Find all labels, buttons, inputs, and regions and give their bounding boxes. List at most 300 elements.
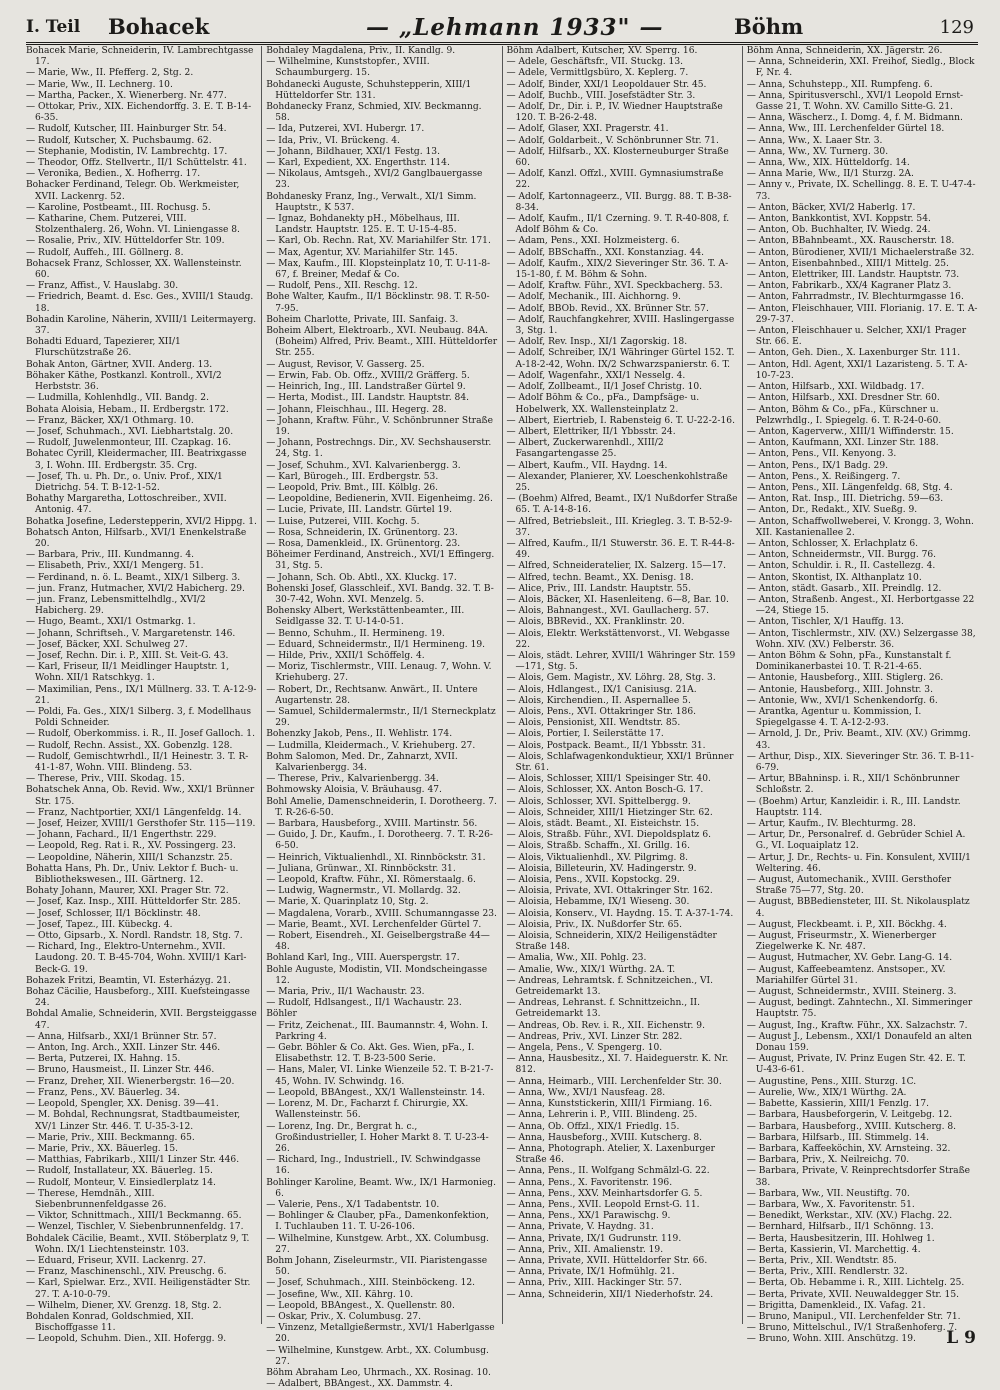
directory-entry: — Veronika, Bedien., X. Hofherrg. 17.	[26, 169, 201, 180]
directory-entry: — Guido, J. Dr., Kaufm., I. Dorotheerg. 7. T. R-26-6-50.	[266, 830, 493, 852]
directory-entry: — Adolf, Hilfsarb., XX. Klosterneuburger Straße 60.	[506, 146, 729, 169]
directory-entry: — Poldi, Fa. Ges., XIX/1 Silberg. 3, f. Modellhaus Poldi Schneider.	[26, 706, 251, 729]
directory-entry: — Anna, Wäscherz., I. Domg. 4, f. M. Bidmann.	[746, 113, 963, 124]
directory-entry: — Alexander, Planierer, XV. Loeschenkohlstraße 25.	[506, 471, 728, 493]
directory-entry: — Alois, Portier, I. Seilerstätte 17.	[506, 729, 664, 740]
directory-entry: — Barbara, Ww., VII. Neustiftg. 70.	[746, 1188, 910, 1199]
directory-entry: — Alois, Schneider, XIII/1 Hietzinger Str. 62.	[506, 807, 713, 818]
directory-entry: — Viktor, Schnittmach., XIII/1 Beckmanng. 65.	[26, 1211, 242, 1222]
directory-entry: — Albert, Kaufm., VII. Haydng. 14.	[506, 460, 668, 471]
directory-entry: — Wilhelmine, Kunstgew. Arbt., XX. Columbusg. 27.	[266, 1345, 489, 1367]
directory-entry: — Anna, Ww., X. Laaer Str. 3.	[746, 135, 883, 146]
directory-entry: — Anton, Fabrikarb., XX/4 Kagraner Platz 3.	[746, 281, 952, 292]
directory-entry: Bohdanecky Franz, Schmied, XIV. Beckmanng. 58.	[266, 102, 482, 124]
directory-entry: — Josef, Heizer, XVIII/1 Gersthofer Str. 115—119.	[26, 819, 256, 830]
directory-entry: — Wenzel, Tischler, V. Siebenbrunnenfeldg. 17.	[26, 1222, 244, 1233]
directory-entry: — Ottokar, Priv., XIX. Eichendorffg. 3. E. T. B-14-6-35.	[26, 102, 252, 124]
directory-entry: — Oskar, Priv., X. Columbusg. 27.	[266, 1311, 422, 1322]
directory-entry: — Bruno, Wohn. XIII. Anschützg. 19.	[746, 1334, 916, 1345]
directory-entry: — Antonie, Hausbeforg., XIII. Stiglerg. 26.	[746, 673, 944, 684]
directory-entry: — Albert, Elettriker, II/1 Ybbsstr. 24.	[506, 426, 676, 437]
directory-entry: — Adolf, Rauchfangkehrer, XVIII. Haslingergasse 3, Stg. 1.	[506, 314, 735, 337]
directory-entry: — Alois, Straßb. Führ., XVI. Diepoldsplatz 6.	[506, 830, 712, 841]
directory-entry: — Adam, Pens., XXI. Holzmeisterg. 6.	[506, 236, 680, 247]
directory-entry: — Antonie, Hausbeforg., XIII. Johnstr. 3.	[746, 684, 933, 695]
directory-entry: — Josef, Rechn. Dir. i. P., XIII. St. Veit-G. 43.	[26, 650, 229, 661]
directory-entry: — Gebr. Böhler & Co. Akt. Ges. Wien, pFa., I. Elisabethstr. 12. T. B-23-500 Serie.	[266, 1043, 475, 1065]
directory-entry: — Matthias, Fabrikarb., XIII/1 Linzer Str. 446.	[26, 1155, 240, 1166]
directory-entry: Bohatsch Anton, Hilfsarb., XVI/1 Enenkelstraße 20.	[26, 527, 247, 549]
directory-entry: — Wilhelm, Diener, XV. Grenzg. 18, Stg. 2.	[26, 1300, 222, 1311]
directory-entry: — Alfred, Kaufm., II/1 Stuwerstr. 36. E. T. R-44-8-49.	[506, 538, 735, 561]
directory-entry: — Adalbert, BBAngest., XX. Dammstr. 4.	[266, 1379, 453, 1390]
directory-entry: — Andreas, Lehramtsk. f. Schnitzeichen., VI. Getreidemarkt 13.	[506, 975, 714, 998]
directory-entry: — Anton, Pens., VII. Kenyong. 3.	[746, 449, 897, 460]
directory-entry: Böhm Abraham Leo, Uhrmach., XX. Rosinag. 10.	[266, 1367, 491, 1378]
directory-entry: — Babette, Kassierin, XIII/1 Fenzlg. 17.	[746, 1099, 930, 1110]
directory-entry: — Anton, Elettriker, III. Landstr. Hauptstr. 73.	[746, 270, 960, 281]
directory-entry: — Hans, Maler, VI. Linke Wienzeile 52. T. B-21-7-45, Wohn. IV. Schwindg. 16.	[266, 1065, 494, 1087]
directory-entry: — Andreas, Ob. Rev. i. R., XII. Eichenstr. 9.	[506, 1020, 705, 1031]
directory-entry: Bohata Aloisia, Hebam., II. Erdbergstr. 172.	[26, 404, 229, 415]
directory-entry: — Anton, Ing. Arch., XXII. Linzer Str. 446.	[26, 1043, 221, 1054]
directory-entry: — Maximilian, Pens., IX/1 Müllnerg. 33. T. A-12-9-21.	[26, 684, 257, 706]
directory-entry: Bohl Amelie, Damenschneiderin, I. Dorotheerg. 7. T. R-26-6-50.	[266, 796, 497, 818]
directory-entry: — Leopold, Schuhm. Dien., XII. Hofergg. 9.	[26, 1334, 227, 1345]
directory-entry: — Anton, städt. Gasarb., XII. Preindlg. 12.	[746, 583, 942, 594]
directory-entry: — Herta, Modist., III. Landstr. Hauptstr. 84.	[266, 393, 470, 404]
directory-entry: — Anton, Pens., XII. Längenfeldg. 68, Stg. 4.	[746, 482, 953, 493]
directory-entry: — August, Private, IV. Prinz Eugen Str. 42. E. T. U-43-6-61.	[746, 1054, 966, 1076]
directory-entry: — Brigitta, Damenkleid., IX. Vafag. 21.	[746, 1300, 926, 1311]
directory-entry: — Anna, Schneiderin, XXI. Freihof, Siedlg., Block F, Nr. 4.	[746, 57, 975, 79]
directory-entry: — Leopold, Kraftw. Führ., XI. Römerstaalg. 6.	[266, 875, 476, 886]
directory-entry: — Heinrich, Viktualienhdl., XI. Rinnböckstr. 31.	[266, 852, 486, 863]
directory-entry: — Alois, Kirchendien., II. Aspernallee 5.	[506, 695, 691, 706]
directory-entry: — Barbara, Hilfsarb., III. Stimmelg. 14.	[746, 1132, 929, 1143]
directory-entry: — Barbara, Hausbeforgerin, V. Leitgebg. 12.	[746, 1110, 953, 1121]
directory-entry: — Heinrich, Ing., III. Landstraßer Gürtel 9.	[266, 382, 466, 393]
directory-entry: — Adolf Böhm & Co., pFa., Dampfsäge- u. Hobelwerk, XX. Wallensteinplatz 2.	[506, 393, 700, 415]
directory-entry: — Robert, Dr., Rechtsanw. Anwärt., II. Untere Augartenstr. 28.	[266, 684, 478, 706]
directory-entry: — Adolf, Kaufm., XIX/2 Sieveringer Str. 36. T. A-15-1-80, f. M. Böhm & Sohn.	[506, 258, 729, 281]
directory-entry: — Josef, Schuhm., XVI. Kalvarienbergg. 3.	[266, 460, 461, 471]
directory-entry: — Alfred, techn. Beamt., XX. Denisg. 18.	[506, 572, 694, 583]
directory-entry: — Alois, Postpack. Beamt., II/1 Ybbsstr. 31.	[506, 740, 706, 751]
directory-entry: — Anna, Private, XVII. Hütteldorfer Str. 66.	[506, 1255, 708, 1266]
directory-entry: — Artur, Kaufm., IV. Blechturmg. 28.	[746, 819, 916, 830]
directory-entry: Bohm Johann, Ziseleurmstr., VII. Piaristengasse 50.	[266, 1255, 488, 1278]
directory-entry: — Anton, Pens., IX/1 Badg. 29.	[746, 460, 889, 471]
directory-entry: — Anna, Pens., XXV. Meinhartsdorfer G. 5.	[506, 1188, 703, 1199]
directory-entry: — Barbara, Priv., X. Neilreichg. 70.	[746, 1155, 910, 1166]
directory-entry: — Anny v., Private, IX. Schellingg. 8. E. T. U-47-4-73.	[746, 180, 976, 202]
directory-entry: — Anton, Bürodiener, XVII/1 Michaelerstraße 32.	[746, 247, 975, 258]
directory-entry: — August, bedingt. Zahntechn., XI. Simmeringer Hauptstr. 75.	[746, 998, 973, 1020]
directory-entry: — Maria, Priv., II/1 Wachaustr. 23.	[266, 987, 425, 998]
directory-entry: — Alois, städt. Lehrer, XVIII/1 Währinger Str. 159—171, Stg. 5.	[506, 650, 736, 673]
directory-entry: — Leopold, Reg. Rat i. R., XV. Possingerg. 23.	[26, 841, 236, 852]
directory-entry: — Anton Böhm & Sohn, pFa., Kunstanstalt f. Dominikanerbastei 10. T. R-21-4-65.	[746, 650, 952, 673]
directory-entry: — Anton, Eisenbahnbed., XIII/1 Mittelg. 25.	[746, 258, 949, 269]
directory-entry: — August, Revisor, V. Gasserg. 25.	[266, 359, 425, 370]
directory-entry: — Anna, Ww., XV. Turnerg. 30.	[746, 146, 889, 157]
directory-entry: — Berta, Priv., XII. Wendtstr. 85.	[746, 1255, 897, 1266]
signature-mark: L 9	[946, 1328, 976, 1348]
directory-entry: — Johann, Sch. Ob. Abtl., XX. Kluckg. 17.	[266, 572, 457, 583]
directory-entry: — Nikolaus, Amtsgeh., XVI/2 Ganglbauergasse 23.	[266, 169, 483, 191]
directory-entry: — Artur, J. Dr., Rechts- u. Fin. Konsulent, XVIII/1 Weltering. 46.	[746, 852, 971, 874]
directory-entry: — August, Ing., Kraftw. Führ., XX. Salzachstr. 7.	[746, 1020, 968, 1031]
directory-entry: — Juliana, Grünwar., XI. Rinnböckstr. 31.	[266, 863, 456, 874]
directory-entry: — Angela, Pens., V. Spengerg. 10.	[506, 1043, 663, 1054]
directory-entry: — Arthur, Disp., XIX. Sieveringer Str. 36. T. B-11-6-79.	[746, 751, 974, 773]
directory-entry: — Bruno, Mittelschul., IV/1 Straßenhoferg. 7.	[746, 1323, 958, 1334]
directory-entry: Bohdanesky Franz, Ing., Verwalt., XI/1 Simm. Hauptstr., K 537.	[266, 191, 477, 213]
directory-entry: — Aloisia, Pens., XVII. Kopstockg. 29.	[506, 875, 680, 886]
directory-entry: — August, Automechanik., XVIII. Gersthofer Straße 75—77, Stg. 20.	[746, 875, 952, 897]
directory-entry: — jun. Franz, Hutmacher, XVI/2 Habicherg. 29.	[26, 583, 245, 594]
directory-entry: — August, Hutmacher, XV. Gebr. Lang-G. 14.	[746, 953, 953, 964]
directory-entry: — Adolf, Zollbeamt., II/1 Josef Christg. 10.	[506, 382, 703, 393]
directory-entry: — Adolf, Kartonnageerz., VII. Burgg. 88. T. B-38-8-34.	[506, 191, 732, 213]
directory-entry: — Berta, Priv., XIII. Rendlerstr. 32.	[746, 1267, 908, 1278]
directory-entry: — Max, Kaufm., III. Klopsteinplatz 10, T. U-11-8-67, f. Breiner, Medaf & Co.	[266, 258, 491, 281]
directory-entry: — Alois, Pensionist, XII. Wendtstr. 85.	[506, 718, 681, 729]
directory-entry: — Alois, Schlosser, XX. Anton Bosch-G. 17.	[506, 785, 704, 796]
directory-entry: — Benedikt, Werkstar., XIV. (XV.) Flachg. 22.	[746, 1211, 953, 1222]
directory-entry: Bohe Walter, Kaufm., II/1 Böcklinstr. 98. T. R-50-7-95.	[266, 292, 490, 314]
directory-entry: — Josef, Bäcker, XXI. Schulweg 27.	[26, 639, 188, 650]
directory-entry: — Anton, Pens., X. Reißingerg. 7.	[746, 471, 901, 482]
directory-entry: — Karl, Expedient, XX. Engerthstr. 114.	[266, 158, 450, 169]
directory-entry: — Lorenz, Ing. Dr., Bergrat h. c., Großindustrieller, I. Hoher Markt 8. T. U-23-4-26.	[266, 1121, 489, 1154]
page-header	[26, 8, 978, 45]
directory-entry: — Alfred, Schneideratelier, IX. Salzerg. 15—17.	[506, 561, 726, 572]
directory-entry: — Rudolf, Installateur, XX. Bäuerleg. 15.	[26, 1166, 213, 1177]
directory-entry: — Anton, Schuldir. i. R., II. Castellezg. 4.	[746, 561, 936, 572]
directory-entry: — Josefine, Ww., XII. Kährg. 10.	[266, 1289, 414, 1300]
directory-entry: — Bohlinger & Clauber, pFa., Damenkonfektion, I. Tuchlauben 11. T. U-26-106.	[266, 1211, 489, 1233]
directory-entry: — Josef, Kaz. Insp., XIII. Hütteldorfer Str. 285.	[26, 897, 241, 908]
directory-entry: — Berta, Private, XVII. Neuwaldegger Str. 15.	[746, 1289, 960, 1300]
directory-entry: — Anna, Hausbesitz., XI. 7. Haideguerstr. K. Nr. 812.	[506, 1054, 729, 1076]
directory-entry: — August, Schneidermstr., XVIII. Steinerg. 3.	[746, 987, 957, 998]
directory-entry: — Anna Marie, Ww., II/1 Sturzg. 2A.	[746, 169, 914, 180]
directory-entry: — Alois, Bahnangest., XVI. Gaullacherg. 57.	[506, 606, 710, 617]
column-1	[22, 46, 262, 1345]
directory-entry: — Aloisia, Schneiderin, XIX/2 Heiligenstädter Straße 148.	[506, 931, 717, 953]
directory-entry: Bohak Anton, Gärtner, XVII. Anderg. 13.	[26, 359, 213, 370]
directory-entry: — Karl, Spielwar. Erz., XVII. Heiligenstädter Str. 27. T. A-10-0-79.	[26, 1278, 251, 1300]
directory-entry: — Anton, Tischlermstr., XIV. (XV.) Selzergasse 38, Wohn. XIV. (XV.) Felberstr. 36.	[746, 628, 976, 650]
directory-entry: — Anna, Pens., II. Wolfgang Schmälzl-G. 22.	[506, 1166, 710, 1177]
directory-entry: — Aloisia, Priv., IX. Nußdorfer Str. 65.	[506, 919, 683, 930]
directory-entry: — Anna, Ww., III. Lerchenfelder Gürtel 18.	[746, 124, 945, 135]
directory-entry: — Alois, Schlosser, XIII/1 Speisinger Str. 40.	[506, 774, 711, 785]
directory-entry: Bohadti Eduard, Tapezierer, XII/1 Flurschützstraße 26.	[26, 337, 181, 359]
directory-entry: — Stephanie, Modistin, IV. Lambrechtg. 17.	[26, 146, 228, 157]
directory-entry: — Rudolf, Rechn. Assist., XX. Gobenzlg. 128.	[26, 740, 233, 751]
column-3	[503, 46, 743, 1324]
directory-entry: — Rudolf, Gemischtwrhdl., II/1 Heinestr. 3. T. R-41-1-87, Wohn. VIII. Blindeng. 53.	[26, 751, 249, 773]
directory-entry: — Valerie, Pens., X/1 Tadabentstr. 10.	[266, 1199, 440, 1210]
directory-entry: — Johann, Fachard., II/1 Engerthstr. 229.	[26, 830, 217, 841]
right-keyword: Böhm	[734, 14, 804, 39]
directory-entry: — Leopoldine, Bedienerin, XVII. Eigenheimg. 26.	[266, 494, 493, 505]
directory-entry: — Bernhard, Hilfsarb., II/1 Schönng. 13.	[746, 1222, 934, 1233]
book-title: — „Lehmann 1933" —	[366, 14, 664, 41]
directory-entry: — Alice, Priv., III. Landstr. Hauptstr. 55.	[506, 583, 691, 594]
directory-entry: — Franz, Nachtportier, XXI/1 Längenfeldg. 14.	[26, 807, 242, 818]
directory-entry: — Franz, Pens., XV. Bäuerleg. 34.	[26, 1087, 181, 1098]
directory-entry: — Martha, Packer., X. Wienerberg. Nr. 477.	[26, 90, 227, 101]
directory-entry: — Anna, Photograph. Atelier, X. Laxenburger Straße 46.	[506, 1143, 716, 1166]
directory-entry: — Marie, Priv., XX. Bäuerleg. 15.	[26, 1143, 179, 1154]
directory-entry: — Hugo, Beamt., XXI/1 Ostmarkg. 1.	[26, 617, 196, 628]
directory-entry: — Adolf, Schreiber, IX/1 Währinger Gürtel 152. T. A-18-2-42, Wohn. IX/2 Schwarzspanierstr. 6. T.	[506, 348, 735, 370]
directory-entry: — Franz, Dreher, XII. Wienerbergstr. 16—20.	[26, 1076, 235, 1087]
directory-entry: Bohatschek Anna, Ob. Revid. Ww., XXI/1 Brünner Str. 175.	[26, 785, 255, 807]
directory-entry: — Anton, Straßenb. Angest., XI. Herbortgasse 22—24, Stiege 15.	[746, 594, 975, 617]
directory-entry: — Rosalie, Priv., XIV. Hütteldorfer Str. 109.	[26, 236, 225, 247]
directory-entry: — Marie, X. Quarinplatz 10, Stg. 2.	[266, 897, 429, 908]
directory-entry: — Karoline, Postbeamt., III. Rochusg. 5.	[26, 202, 211, 213]
directory-entry: — Anton, Böhm & Co., pFa., Kürschner u. Pelzwrhdlg., I. Spiegelg. 6. T. R-24-0-60.	[746, 404, 942, 426]
directory-entry: — Anton, BBahnbeamt., XX. Rauscherstr. 18.	[746, 236, 955, 247]
directory-entry: — Eduard, Schneidermstr., II/1 Hermineng. 19.	[266, 639, 486, 650]
directory-entry: Bohlinger Karoline, Beamt. Ww., IX/1 Harmonieg. 6.	[266, 1177, 496, 1199]
directory-entry: — Adolf, BBSchaffn., XXI. Konstanziag. 44.	[506, 247, 705, 258]
directory-entry: — August, Kaffeebeamtenz. Anstsoper., XV. Mariahilfer Gürtel 31.	[746, 964, 946, 986]
directory-entry: — Adolf, Kanzl. Offzl., XVIII. Gymnasiumstraße 22.	[506, 169, 724, 191]
directory-entry: — Benno, Schuhm., II. Hermineng. 19.	[266, 628, 445, 639]
directory-entry: — Anna, Pens., X. Favoritenstr. 196.	[506, 1177, 673, 1188]
directory-entry: Bohdal Amalie, Schneiderin, XVII. Bergsteiggasse 47.	[26, 1009, 257, 1031]
directory-entry: — Franz, Maschinenschl., XIV. Preuschg. 6.	[26, 1267, 227, 1278]
directory-entry: — Alois, städt. Beamt., XI. Eisteichstr. 15.	[506, 819, 700, 830]
directory-entry: Bohatka Josefine, Lederstepperin, XVI/2 Hippg. 1.	[26, 516, 257, 527]
directory-entry: — Barbara, Hausbeforg., XVIII. Kutscherg. 8.	[746, 1121, 957, 1132]
directory-entry: — Barbara, Ww., X. Favoritenstr. 51.	[746, 1199, 915, 1210]
directory-entry: Bohenzky Jakob, Pens., II. Wehlistr. 174.	[266, 729, 453, 740]
directory-entry: — Berta, Putzerei, IX. Hahng. 15.	[26, 1054, 181, 1065]
directory-entry: — Anton, Hilfsarb., XXI. Wildbadg. 17.	[746, 382, 925, 393]
directory-entry: — Arnold, J. Dr., Priv. Beamt., XIV. (XV.) Grimmg. 43.	[746, 729, 971, 751]
directory-entry: — Alois, Bäcker, XI. Hasenleiteng. 6—8, Bar. 10.	[506, 594, 729, 605]
directory-entry: — Marie, Ww., II. Pfefferg. 2, Stg. 2.	[26, 68, 194, 79]
directory-entry: — Ludmilla, Kleidermach., V. Kriehuberg. 27.	[266, 740, 476, 751]
directory-entry: — Berta, Ob. Hebamme i. R., XIII. Lichtelg. 25.	[746, 1278, 965, 1289]
listing-columns	[22, 46, 982, 1390]
directory-entry: — Ferdinand, n. ö. L. Beamt., XIX/1 Silberg. 3.	[26, 572, 241, 583]
directory-entry: — Alois, Viktualienhdl., XV. Pilgrimg. 8.	[506, 852, 689, 863]
directory-entry: — Arantka, Agentur u. Kommission, I. Spiegelgasse 4. T. A-12-2-93.	[746, 706, 922, 729]
directory-entry: — Anton, Dr., Redakt., XIV. Sueßg. 9.	[746, 505, 918, 516]
directory-entry: Böhm Anna, Schneiderin, XX. Jägerstr. 26.	[746, 46, 943, 56]
directory-entry: — Anna, Heimarb., VIII. Lerchenfelder Str. 30.	[506, 1076, 722, 1087]
directory-entry: — Aloisia, Konserv., VI. Haydng. 15. T. A-37-1-74.	[506, 908, 734, 919]
directory-entry: — Ludmilla, Kohlenhdlg., VII. Bandg. 2.	[26, 393, 209, 404]
directory-entry: — Anna, Schneiderin, XII/1 Niederhofstr. 24.	[506, 1289, 714, 1300]
directory-entry: — Alois, Hdlangest., IX/1 Canisiusg. 21A.	[506, 684, 697, 695]
directory-entry: — Richard, Ing., Elektro-Unternehm., XVII. Laudong. 20. T. B-45-704, Wohn. XVIII/1 Karl-Beck-G. 19.	[26, 942, 247, 975]
directory-entry: — Alois, BBRevid., XX. Franklinstr. 20.	[506, 617, 685, 628]
directory-entry: — Marie, Beamt., XVI. Lerchenfelder Gürtel 7.	[266, 919, 482, 930]
directory-entry: — Vinzenz, Metallgießermstr., XVI/1 Haberlgasse 20.	[266, 1323, 495, 1345]
directory-entry: — Marie, Ww., II. Lechnerg. 10.	[26, 79, 173, 90]
directory-entry: Bohazek Fritzi, Beamtin, VI. Esterházyg. 21.	[26, 975, 231, 986]
directory-entry: — Anton, Ob. Buchhalter, IV. Wiedg. 24.	[746, 225, 931, 236]
directory-entry: — Alois, Straßb. Schaffn., XI. Grillg. 16.	[506, 841, 690, 852]
directory-entry: — Johann, Bildhauer, XXI/1 Festg. 13.	[266, 146, 440, 157]
directory-entry: — Leopold, Priv. Bmt., III. Kölblg. 26.	[266, 482, 439, 493]
directory-entry: — Richard, Ing., Industriell., IV. Schwindgasse 16.	[266, 1155, 481, 1177]
directory-entry: — Lorenz, M. Dr., Facharzt f. Chirurgie, XX. Wallensteinstr. 56.	[266, 1099, 469, 1121]
directory-entry: — Eduard, Friseur, XVII. Lackenrg. 27.	[26, 1255, 206, 1266]
directory-entry: — Anton, Hdl. Agent, XXI/1 Lazaristeng. 5. T. A-10-7-23.	[746, 359, 968, 381]
directory-entry: — Aloisia, Billeteurin, XV. Hadingerstr. 9.	[506, 863, 697, 874]
directory-entry: Bohatta Hans, Ph. Dr., Univ. Lektor f. Buch- u. Bibliothekswesen., III. Gärtnerg. 12.	[26, 863, 239, 886]
directory-entry: — Hilde, Priv., XXII/1 Schöffelg. 4.	[266, 650, 425, 661]
directory-entry: — Andreas, Lehranst. f. Schnittzeichn., II. Getreidemarkt 13.	[506, 998, 701, 1020]
directory-entry: — Anton, Skontist, IX. Althanplatz 10.	[746, 572, 922, 583]
directory-entry: — Adele, Vermittlgsbüro, X. Keplerg. 7.	[506, 68, 689, 79]
directory-entry: — Albert, Eiertrieb, I. Rabensteig 6. T. U-22-2-16.	[506, 415, 735, 426]
directory-entry: — Franz, Bäcker, XX/1 Othmarg. 10.	[26, 415, 194, 426]
directory-entry: — Rudolf, Kutscher, X. Puchsbaumg. 62.	[26, 135, 212, 146]
directory-entry: Bohdanecki Auguste, Schuhstepperin, XIII/1 Hütteldorfer Str. 131.	[266, 79, 472, 101]
directory-entry: — Josef, Schuhmach., XIII. Steinböckeng. 12.	[266, 1278, 476, 1289]
directory-entry: — August J., Lebensm., XXI/1 Donaufeld an alten Donau 159.	[746, 1031, 973, 1054]
directory-entry: — Rosa, Schneiderin, IX. Grünentorg. 23.	[266, 527, 458, 538]
directory-entry: — August, Friseurmstr., X. Wienerberger Ziegelwerke K. Nr. 487.	[746, 931, 937, 953]
directory-entry: Bohensky Albert, Werkstättenbeamter., III. Seidlgasse 32. T. U-14-0-51.	[266, 606, 465, 628]
directory-entry: — Friedrich, Beamt. d. Esc. Ges., XVIII/1 Staudg. 18.	[26, 292, 254, 314]
directory-entry: — Barbara, Kaffeeköchin, XV. Arnsteing. 32.	[746, 1143, 951, 1154]
directory-entry: — Katharine, Chem. Putzerei, VIII. Stolzenthalerg. 26, Wohn. VI. Liniengasse 8.	[26, 214, 240, 236]
directory-entry: — Adolf, Mechanik., III. Aichhorng. 9.	[506, 292, 681, 303]
directory-entry: — Anton, Schaffwollweberei, V. Krongg. 3, Wohn. XII. Kastanienallee 2.	[746, 516, 974, 538]
directory-entry: — Wilhelmine, Kunststopfer., XVIII. Schaumburgerg. 15.	[266, 57, 430, 79]
directory-entry: — August, BBBediensteter, III. St. Nikolausplatz 4.	[746, 897, 970, 919]
directory-entry: — Anna, Priv., XII. Amalienstr. 19.	[506, 1244, 664, 1255]
left-keyword: Bohacek	[108, 14, 210, 39]
directory-entry: — Anton, Bankkontist, XVI. Koppstr. 54.	[746, 214, 931, 225]
directory-entry: — Robert, Eisendreh., XI. Geiselbergstraße 44—48.	[266, 931, 490, 953]
directory-entry: — Adolf, Rev. Insp., XI/1 Zagorskig. 18.	[506, 337, 688, 348]
directory-entry: — M. Bohdal, Rechnungsrat, Stadtbaumeister, XV/1 Linzer Str. 446. T. U-35-3-12.	[26, 1110, 241, 1132]
directory-entry: — Rudolf, Hdlsangest., II/1 Wachaustr. 23.	[266, 998, 462, 1009]
directory-entry: — Lucie, Private, III. Landstr. Gürtel 19.	[266, 505, 452, 516]
directory-entry: Bohaz Cäcilie, Hausbeforg., XIII. Kuefsteingasse 24.	[26, 987, 250, 1009]
directory-entry: Bohenski Josef, Glasschleif., XVI. Bandg. 32. T. B-30-7-42, Wohn. XVI. Menzelg. 5.	[266, 583, 494, 605]
directory-entry: — Karl, Friseur, II/1 Meidlinger Hauptstr. 1, Wohn. XII/1 Ratschkyg. 1.	[26, 662, 230, 684]
directory-entry: — Anton, Fahrradmstr., IV. Blechturmgasse 16.	[746, 292, 964, 303]
directory-entry: — Anna, Ww., XIX. Hütteldorfg. 14.	[746, 158, 910, 169]
directory-entry: — Rudolf, Auffeh., III. Göllnerg. 8.	[26, 247, 184, 258]
directory-entry: — Alois, Pens., XVI. Ottakringer Str. 186.	[506, 706, 697, 717]
directory-entry: — Anton, Fleischhauer u. Selcher, XXI/1 Prager Str. 66. E.	[746, 326, 967, 348]
directory-entry: — Fritz, Zeichenat., III. Baumannstr. 4, Wohn. I. Parkring 4.	[266, 1020, 489, 1042]
directory-entry: Bohdalen Konrad, Goldschmied, XII. Bischoffgasse 11.	[26, 1311, 194, 1334]
directory-entry: — Anton, Kagerverw., XIII/1 Wiffinderstr. 15.	[746, 426, 954, 437]
directory-entry: — Josef, Schuhmach., XVI. Liebhartstalg. 20.	[26, 426, 234, 437]
directory-entry: Bohatec Cyrill, Kleidermacher, III. Beatrixgasse 3, I. Wohn. III. Erdbergstr. 35. Crg.	[26, 449, 247, 471]
directory-entry: — Anna, Hilfsarb., XXI/1 Brünner Str. 57.	[26, 1031, 217, 1042]
directory-entry: Boheim Charlotte, Private, III. Sanfaig. 3.	[266, 314, 459, 325]
directory-entry: — Anton, Fleischhauer, VIII. Florianig. 17. E. T. A-29-7-37.	[746, 303, 978, 325]
directory-entry: — Ludwig, Wagnermstr., VI. Mollardg. 32.	[266, 886, 461, 897]
directory-entry: Bohacek Marie, Schneiderin, IV. Lambrechtgasse 17.	[26, 46, 254, 68]
directory-entry: — Berta, Hausbesitzerin, III. Hohlweg 1.	[746, 1233, 935, 1244]
directory-entry: — jun. Franz, Lebensmittelhdlg., XVI/2 Habicherg. 29.	[26, 594, 206, 617]
directory-entry: — Adolf, Binder, XXI/1 Leopoldauer Str. 45.	[506, 79, 707, 90]
directory-entry: — Adolf, BBOb. Revid., XX. Brünner Str. 57.	[506, 303, 709, 314]
directory-entry: — Andreas, Priv., XVI. Linzer Str. 282.	[506, 1031, 683, 1042]
directory-entry: Böhm Adalbert, Kutscher, XV. Sperrg. 16.	[506, 46, 698, 56]
directory-entry: Böhler	[266, 1009, 297, 1020]
directory-entry: Bohacker Ferdinand, Telegr. Ob. Werkmeister, XVII. Lackenrg. 52.	[26, 180, 240, 202]
directory-entry: Bohdaley Magdalena, Priv., II. Kandlg. 9.	[266, 46, 456, 56]
directory-entry: — Anna, Hausbeforg., XVIII. Kutscherg. 8.	[506, 1132, 703, 1143]
directory-entry: — Rudolf, Monteur, V. Einsiedlerplatz 14.	[26, 1177, 216, 1188]
directory-entry: — Artur, Dr., Personalref. d. Gebrüder Schiel A. G., VI. Loquaiplatz 12.	[746, 830, 966, 852]
directory-entry: — Ida, Priv., VI. Brückeng. 4.	[266, 135, 400, 146]
directory-entry: — (Boehm) Artur, Kanzleidir. i. R., III. Landstr. Hauptstr. 114.	[746, 796, 961, 818]
directory-entry: — Therese, Priv., VIII. Skodag. 15.	[26, 774, 185, 785]
directory-entry: — Karl, Bürogeh., III. Erdbergstr. 53.	[266, 471, 439, 482]
directory-entry: — Elisabeth, Priv., XXI/1 Mengerg. 51.	[26, 561, 204, 572]
directory-entry: — Josef, Schlosser, II/1 Böcklinstr. 48.	[26, 908, 201, 919]
directory-entry: — Alois, Elektr. Werkstättenvorst., VI. Webgasse 22.	[506, 628, 730, 650]
directory-entry: — Bruno, Manipul., VII. Lerchenfelder Str. 71.	[746, 1311, 961, 1322]
directory-entry: — Anton, Schlosser, X. Erlachplatz 6.	[746, 538, 919, 549]
directory-entry: — Anna, Lehrerin i. P., VIII. Blindeng. 25.	[506, 1110, 698, 1121]
directory-entry: — Ignaz, Bohdanekty pH., Möbelhaus, III. Landstr. Hauptstr. 125. E. T. U-15-4-85.	[266, 214, 460, 236]
directory-entry: — Karl, Ob. Rechn. Rat, XV. Mariahilfer Str. 171.	[266, 236, 491, 247]
directory-entry: — Barbara, Private, V. Reinprechtsdorfer Straße 38.	[746, 1166, 971, 1188]
directory-entry: — Augustine, Pens., XIII. Sturzg. 1C.	[746, 1076, 917, 1087]
directory-entry: — Aurelie, Ww., XIX/1 Würthg. 2A.	[746, 1087, 907, 1098]
directory-entry: — Therese, Hemdnäh., XIII. Siebenbrunnenfeldgasse 26.	[26, 1188, 167, 1210]
directory-entry: — Aloisia, Hebamme, IX/1 Wieseng. 30.	[506, 897, 690, 908]
directory-entry: — Anton, Bäcker, XVI/2 Haberlg. 17.	[746, 202, 916, 213]
directory-entry: — Rosa, Damenkleid., IX. Grünentorg. 23.	[266, 538, 461, 549]
directory-entry: — Anton, Schneidermstr., VII. Burgg. 76.	[746, 550, 937, 561]
directory-entry: — Alois, Schlafwagenkonduktieur, XXI/1 Brünner Str. 61.	[506, 751, 734, 773]
directory-entry: — Alois, Schlosser, XVI. Spittelbergg. 9.	[506, 796, 691, 807]
column-2	[262, 46, 502, 1390]
directory-entry: — Ida, Putzerei, XVI. Hubergr. 17.	[266, 124, 425, 135]
directory-entry: — Barbara, Priv., III. Kundmanng. 4.	[26, 550, 195, 561]
directory-entry: — Leopold, Spengler, XX. Denisg. 39—41.	[26, 1099, 219, 1110]
directory-entry: Bohadin Karoline, Näherin, XVIII/1 Leitermayerg. 37.	[26, 314, 257, 337]
directory-entry: — Alois, Gem. Magistr., XV. Löhrg. 28, Stg. 3.	[506, 673, 716, 684]
directory-entry: — Anna, Pens., XVII. Leopold Ernst-G. 11.	[506, 1199, 700, 1210]
directory-entry: — Theodor, Offz. Stellvertr., II/1 Schüttelstr. 41.	[26, 158, 247, 169]
directory-entry: — Johann, Postrechngs. Dir., XV. Sechshauserstr. 24, Stg. 1.	[266, 438, 492, 460]
directory-entry: Bohathy Margaretha, Lottoschreiber., XVII. Antonig. 47.	[26, 494, 227, 516]
directory-entry: — Luise, Putzerei, VIII. Kochg. 5.	[266, 516, 420, 527]
directory-entry: — Franz, Affist., V. Hauslabg. 30.	[26, 281, 179, 292]
directory-entry: — August, Fleckbeamt. i. P., XII. Böckhg. 4.	[746, 919, 947, 930]
directory-entry: — Adolf, Glaser, XXI. Pragerstr. 41.	[506, 124, 669, 135]
directory-entry: — Adolf, Dr., Dir. i. P., IV. Wiedner Hauptstraße 120. T. B-26-2-48.	[506, 102, 723, 124]
directory-entry: — Alfred, Betriebsleit., III. Kriegleg. 3. T. B-52-9-37.	[506, 516, 733, 538]
directory-entry: — Adolf, Wagenfahr., XXI/1 Nesselg. 4.	[506, 370, 686, 381]
directory-entry: — Rudolf, Juwelenmonteur, III. Czapkag. 16.	[26, 438, 232, 449]
